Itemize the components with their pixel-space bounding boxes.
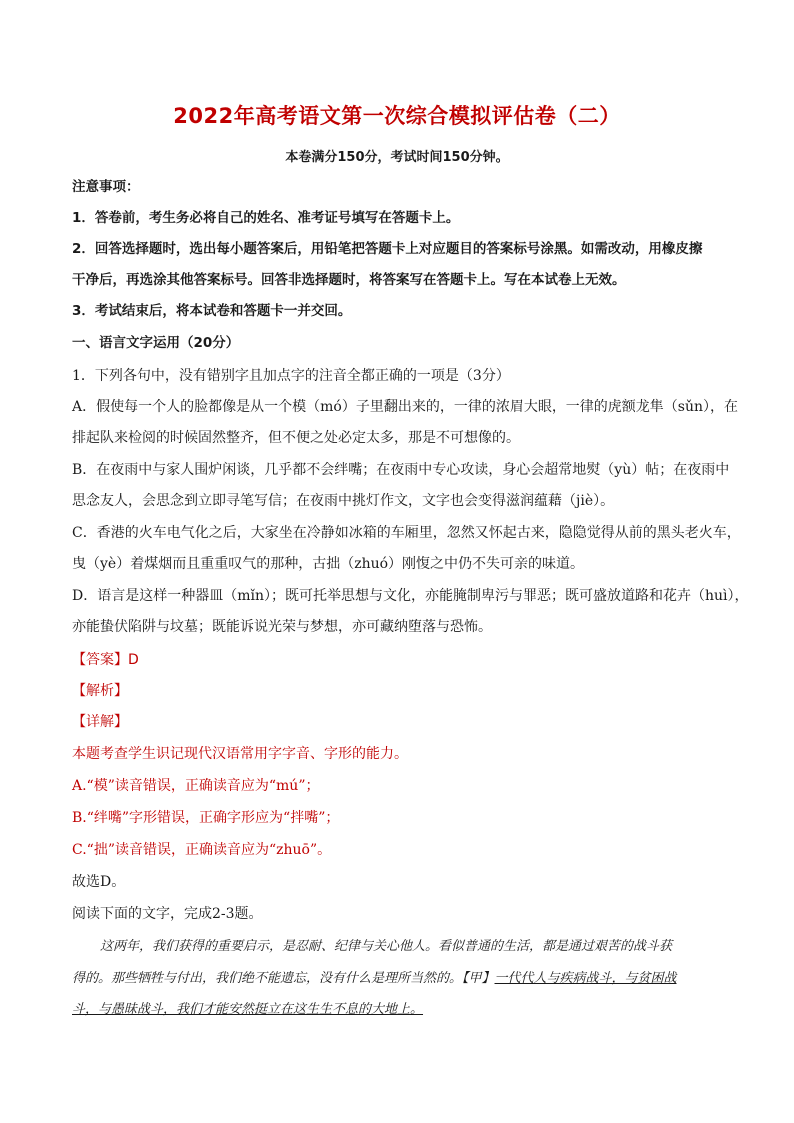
notice-item: 3．考试结束后，将本试卷和答题卡一并交回。 xyxy=(72,303,352,319)
passage-line xyxy=(72,1000,732,1020)
analysis-label: 【解析】 xyxy=(72,683,128,699)
explanation-line: 本题考查学生识记现代汉语常用字字音、字形的能力。 xyxy=(72,746,408,762)
notice-item: 2．回答选择题时，选出每小题答案后，用铅笔把答题卡上对应题目的答案标号涂黑。如需改动，用橡皮擦 xyxy=(72,241,703,257)
explanation-line: A.“模”读音错误，正确读音应为“mú”； xyxy=(72,778,320,794)
option-line: C．香港的火车电气化之后，大家坐在冷静如冰箱的车厢里，忽然又怀起古来，隐隐觉得从前的黑头老火车， xyxy=(72,525,741,541)
notice-item: 干净后，再选涂其他答案标号。回答非选择题时，将答案写在答题卡上。写在本试卷上无效。 xyxy=(72,272,626,288)
option-line: D．语言是这样一种器皿（mǐn）；既可托举思想与文化，亦能腌制卑污与罪恶；既可盛放道路和花卉（huì）， xyxy=(72,588,749,604)
passage-text: 得的。那些牺牲与付出，我们绝不能遗忘，没有什么是理所当然的。【甲】 xyxy=(72,971,495,986)
exam-info: 本卷满分150分，考试时间150分钟。 xyxy=(285,150,509,165)
passage-underlined: 斗，与愚昧战斗，我们才能安然挺立在这生生不息的大地上。 xyxy=(72,1002,424,1017)
passage-line: 这两年，我们获得的重要启示，是忍耐、纪律与关心他人。看似普通的生活，都是通过艰苦的战斗获 xyxy=(100,939,673,954)
answer-label: 【答案】D xyxy=(72,652,139,668)
notice-item: 1．答卷前，考生务必将自己的姓名、准考证号填写在答题卡上。 xyxy=(72,210,460,226)
option-line: A．假使每一个人的脸都像是从一个模（mó）子里翻出来的，一律的浓眉大眼，一律的虎额龙隼（sǔn），在 xyxy=(72,399,739,415)
passage-underlined: 一代代人与疾病战斗，与贫困战 xyxy=(494,971,677,986)
option-line: B．在夜雨中与家人围炉闲谈，几乎都不会绊嘴；在夜雨中专心攻读，身心会超常地熨（yù）帖；在夜雨中 xyxy=(72,462,730,478)
option-line: 亦能蛰伏陷阱与坟墓；既能诉说光荣与梦想，亦可藏纳堕落与恐怖。 xyxy=(72,619,492,635)
page-title: 2022年高考语文第一次综合模拟评估卷（二） xyxy=(173,104,621,128)
option-line: 曳（yè）着煤烟而且重重叹气的那种，古拙（zhuó）刚愎之中仍不失可亲的味道。 xyxy=(72,556,585,572)
conclusion: 故选D。 xyxy=(72,874,126,890)
notice-header: 注意事项： xyxy=(72,179,140,195)
option-line: 思念友人，会思念到立即寻笔写信；在夜雨中挑灯作文，文字也会变得滋润蕴藉（jiè）。 xyxy=(72,493,615,509)
explanation-line: B.“绊嘴”字形错误，正确字形应为“拌嘴”； xyxy=(72,810,340,826)
passage-line xyxy=(72,969,732,989)
option-line: 排起队来检阅的时候固然整齐，但不便之处必定太多，那是不可想像的。 xyxy=(72,430,520,446)
section-header: 一、语言文字运用（20分） xyxy=(72,335,240,351)
question-stem: 1．下列各句中，没有错别字且加点字的注音全都正确的一项是（3分） xyxy=(72,368,510,384)
explanation-line: C.“拙”读音错误，正确读音应为“zhuō”。 xyxy=(72,842,332,858)
reading-prompt: 阅读下面的文字，完成2-3题。 xyxy=(72,906,263,922)
detail-label: 【详解】 xyxy=(72,714,128,730)
